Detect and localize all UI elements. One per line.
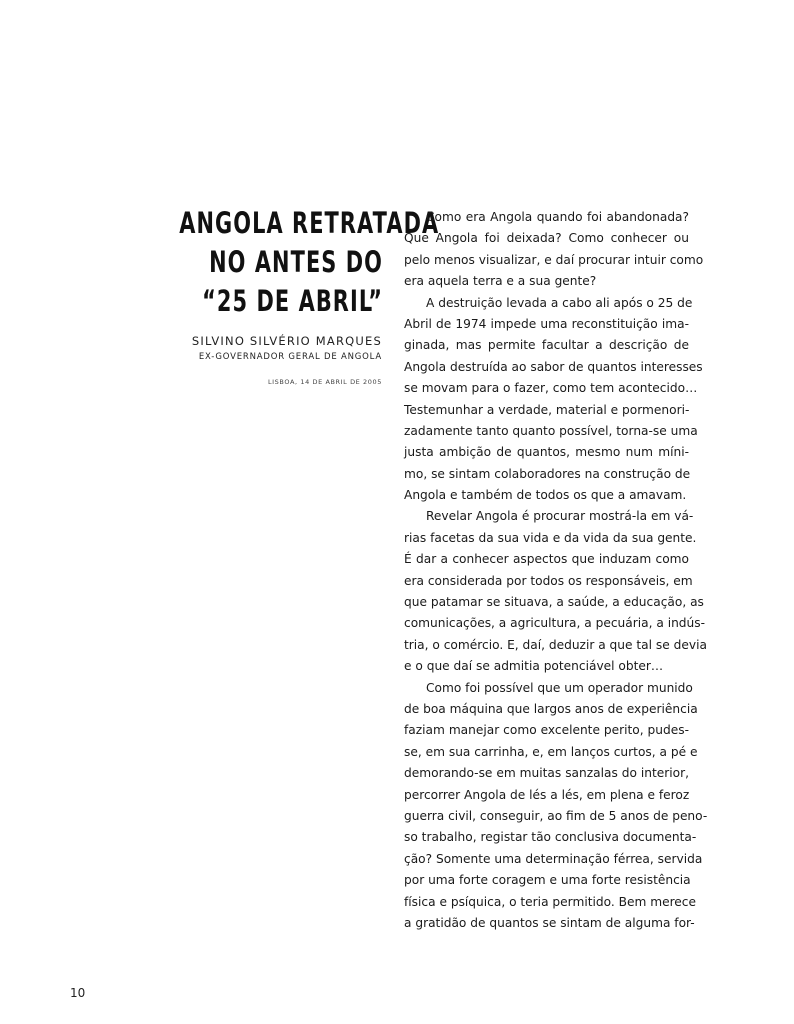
body-line: Como foi possível que um operador munido [426,680,693,695]
dateline: LISBOA, 14 DE ABRIL DE 2005 [267,378,382,386]
title-line: ANGOLA RETRATADA [179,206,440,240]
body-line: rias facetas da sua vida e da vida da sua gente. [404,530,697,545]
body-line: de boa máquina que largos anos de experiência [404,701,698,716]
body-line: e o que daí se admitia potenciável obter… [404,659,664,674]
page-number: 10 [70,986,86,1000]
title-line: “25 DE ABRIL” [202,284,383,318]
body-line: Angola destruída ao sabor de quantos interesses [404,359,703,374]
body-line: física e psíquica, o teria permitido. Bem merece [404,894,697,909]
body-line: Angola e também de todos os que a amavam. [404,488,687,503]
body-line: Como era Angola quando foi abandonada? [426,210,689,224]
author-name: SILVINO SILVÉRIO MARQUES [191,334,382,348]
body-line: demorando-se em muitas sanzalas do interior, [404,766,689,781]
body-line: so trabalho, registar tão conclusiva documenta- [404,830,697,845]
body-line: Que Angola foi deixada? Como conhecer ou [404,231,689,246]
body-line: ção? Somente uma determinação férrea, servida [404,851,703,866]
body-line: que patamar se situava, a saúde, a educação, as [404,595,704,610]
body-line: pelo menos visualizar, e daí procurar intuir como [404,252,704,267]
body-line: justa ambição de quantos, mesmo num míni- [404,445,689,460]
body-line: comunicações, a agricultura, a pecuária, a indús- [404,616,706,631]
body-line: era aquela terra e a sua gente? [404,274,597,289]
body-line: por uma forte coragem e uma forte resistência [404,873,691,888]
body-line: a gratidão de quantos se sintam de alguma for- [404,915,695,930]
title-line: NO ANTES DO [209,245,383,279]
body-line: se, em sua carrinha, e, em lanços curtos, a pé e [404,744,698,759]
body-line: guerra civil, conseguir, ao fim de 5 anos de peno- [404,808,708,823]
article-body [404,207,708,934]
body-line: tria, o comércio. E, daí, deduzir a que tal se devia [404,637,707,652]
body-line: Revelar Angola é procurar mostrá-la em vá- [426,509,694,524]
body-line: Testemunhar a verdade, material e pormenori- [404,402,690,417]
body-line: se movam para o fazer, como tem acontecido… [404,381,698,396]
body-line: mo, se sintam colaboradores na construção de [404,466,691,481]
body-line: ginada, mas permite facultar a descrição de [404,338,689,353]
body-line: A destruição levada a cabo ali após o 25 de [426,295,693,310]
body-line: percorrer Angola de lés a lés, em plena e feroz [404,787,690,802]
body-line: Abril de 1974 impede uma reconstituição ima- [404,316,689,331]
body-line: faziam manejar como excelente perito, pudes- [404,723,689,738]
body-line: É dar a conhecer aspectos que induzam como [404,552,689,567]
author-role: EX-GOVERNADOR GERAL DE ANGOLA [198,352,382,362]
body-line: era considerada por todos os responsáveis, em [404,573,693,588]
body-line: zadamente tanto quanto possível, torna-se uma [404,423,698,438]
article-title [179,204,440,321]
